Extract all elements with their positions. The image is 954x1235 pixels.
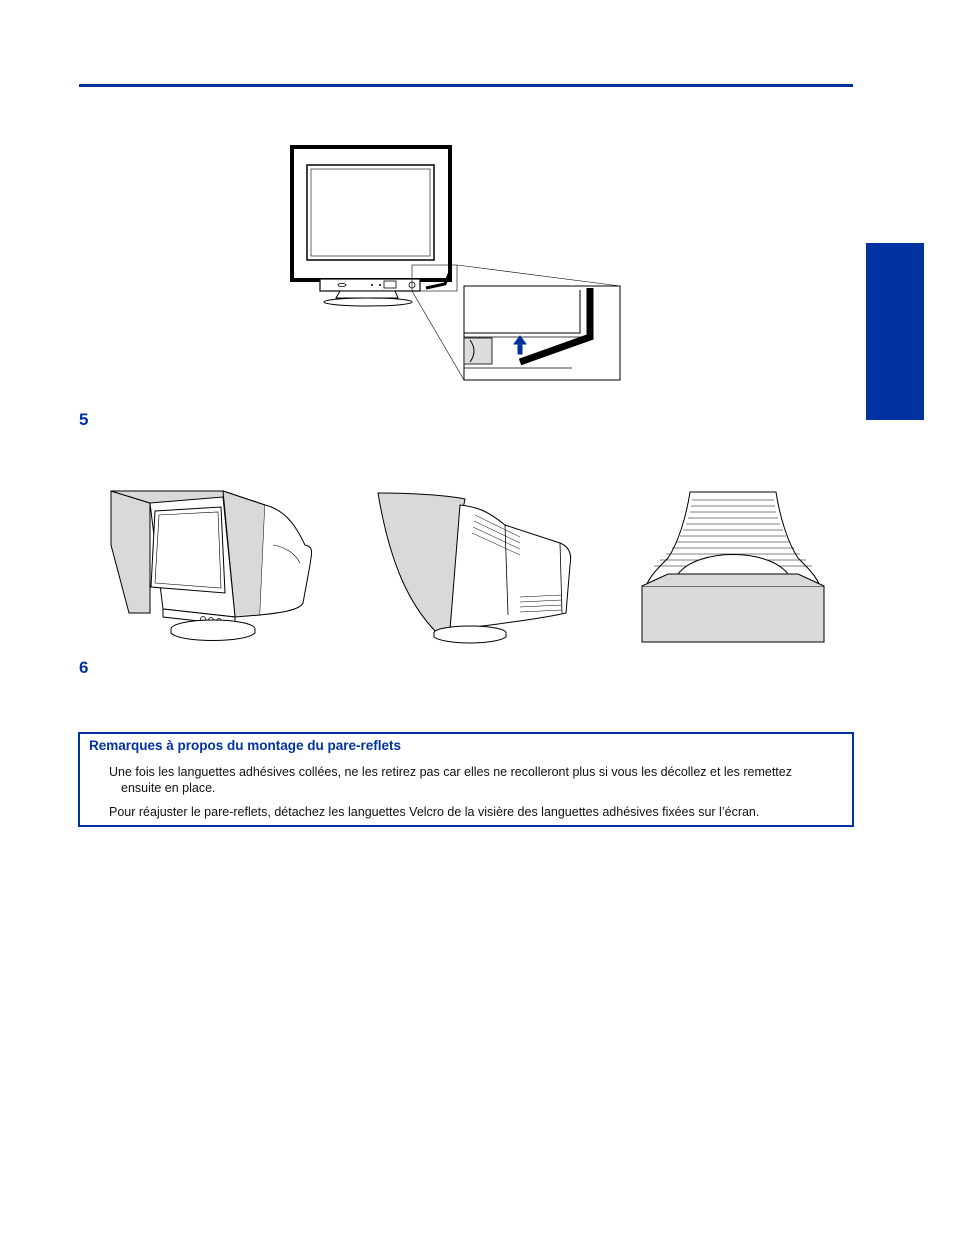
step-number-5: 5 — [79, 410, 89, 429]
monitor-hood-top-icon — [638, 488, 828, 648]
monitor-front-with-detail-icon — [280, 140, 625, 385]
note-item-text: Pour réajuster le pare-reflets, détachez les languettes Velcro de la visière des languettes adhésives fixées sur l’écran. — [109, 805, 760, 819]
header-rule — [79, 84, 853, 87]
note-title: Remarques à propos du montage du pare-reflets — [89, 738, 402, 753]
note-item — [109, 804, 849, 820]
note-item-text: Une fois les languettes adhésives collées, ne les retirez pas car elles ne recolleront plus si vous les décollez et les remettez — [109, 765, 792, 779]
note-item — [109, 764, 849, 796]
note-box — [78, 732, 854, 827]
step-number-6: 6 — [79, 658, 89, 677]
monitor-hood-side-icon — [370, 485, 580, 650]
monitor-hood-front-icon — [105, 485, 320, 650]
section-tab — [866, 243, 924, 420]
note-item-continuation: ensuite en place. — [121, 781, 216, 795]
